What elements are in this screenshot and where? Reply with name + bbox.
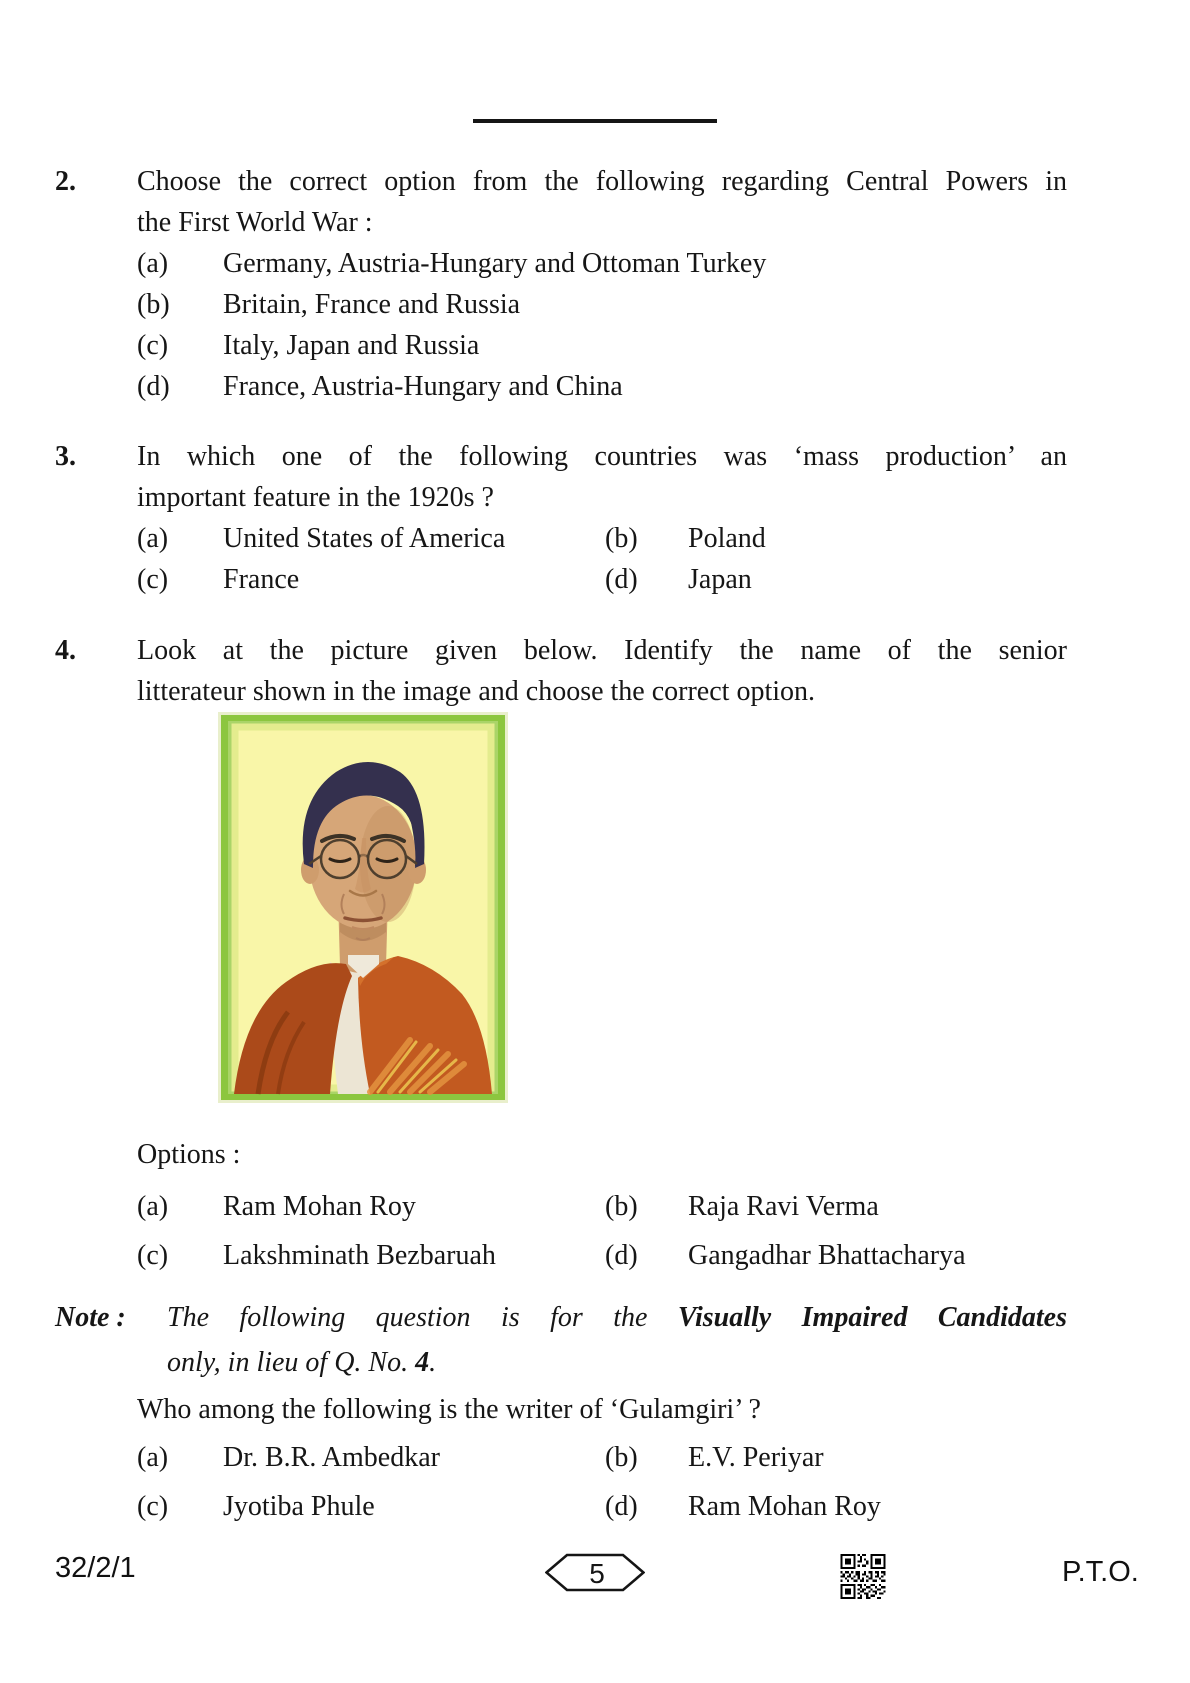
note-text-bold: 4	[415, 1347, 430, 1378]
question-2	[55, 161, 1067, 407]
page-number: 5	[589, 1558, 605, 1589]
question-4-text-line-2: litterateur shown in the image and choose the correct option.	[137, 676, 816, 707]
question-4-text-line-1: Look at the picture given below. Identify the name of the senior	[137, 635, 1067, 666]
option-letter: (d)	[137, 371, 170, 402]
option-letter: (a)	[137, 523, 169, 554]
option-row	[137, 1437, 1067, 1478]
pto-label: P.T.O.	[1062, 1556, 1139, 1588]
option-text: Gangadhar Bhattacharya	[688, 1240, 966, 1271]
question-3	[55, 436, 1067, 600]
option-text: Poland	[688, 523, 766, 554]
option-text: E.V. Periyar	[688, 1442, 824, 1473]
note-text-regular: The following question is for the	[167, 1302, 648, 1333]
option-text: Raja Ravi Verma	[688, 1191, 879, 1222]
option-row	[137, 559, 1067, 600]
option-text: Jyotiba Phule	[223, 1491, 375, 1522]
option-row	[137, 1186, 1067, 1227]
option-text: Ram Mohan Roy	[223, 1191, 416, 1222]
option-row	[137, 243, 1067, 284]
option-letter: (b)	[605, 1191, 638, 1222]
option-letter: (b)	[137, 289, 170, 320]
question-4	[55, 630, 1067, 712]
question-4-options-label: Options :	[137, 1139, 241, 1170]
option-text: France, Austria-Hungary and China	[223, 371, 623, 402]
option-text: France	[223, 564, 300, 595]
option-letter: (d)	[605, 564, 638, 595]
vi-question-options	[137, 1437, 1067, 1527]
note-text-regular: only, in lieu of Q. No.	[167, 1347, 416, 1378]
option-text: United States of America	[223, 523, 506, 554]
option-text: Ram Mohan Roy	[688, 1491, 881, 1522]
question-4-number: 4.	[55, 635, 76, 666]
note-text-line-1	[167, 1295, 1067, 1340]
option-letter: (a)	[137, 1442, 169, 1473]
option-letter: (a)	[137, 1191, 169, 1222]
option-text: Germany, Austria-Hungary and Ottoman Turkey	[223, 248, 767, 279]
option-letter: (c)	[137, 564, 169, 595]
option-text: Lakshminath Bezbaruah	[223, 1240, 496, 1271]
option-row	[137, 518, 1067, 559]
vi-question-text: Who among the following is the writer of ‘Gulamgiri’ ?	[137, 1394, 761, 1425]
option-text: Dr. B.R. Ambedkar	[223, 1442, 440, 1473]
option-text: Japan	[688, 564, 752, 595]
option-row	[137, 1486, 1067, 1527]
question-3-text-line-2: important feature in the 1920s ?	[137, 482, 494, 513]
question-3-text-line-1: In which one of the following countries was ‘mass production’ an	[137, 441, 1067, 472]
option-row	[137, 366, 1067, 407]
option-row	[137, 284, 1067, 325]
note-text-bold: Visually Impaired Candidates	[677, 1302, 1068, 1333]
visually-impaired-note	[55, 1295, 1067, 1385]
question-4-options	[137, 1186, 1067, 1276]
option-letter: (a)	[137, 248, 169, 279]
page-number-badge	[545, 1553, 645, 1592]
question-2-text-line-1: Choose the correct option from the following regarding Central Powers in	[137, 166, 1067, 197]
note-text-line-2	[167, 1340, 1067, 1385]
note-label: Note :	[55, 1302, 126, 1333]
option-row	[137, 325, 1067, 366]
qr-code-icon	[840, 1554, 886, 1599]
option-letter: (c)	[137, 1240, 169, 1271]
note-text-regular: .	[429, 1347, 437, 1378]
option-letter: (d)	[605, 1240, 638, 1271]
option-letter: (b)	[605, 523, 638, 554]
question-2-number: 2.	[55, 166, 76, 197]
litterateur-portrait-image	[218, 712, 508, 1103]
option-text: Britain, France and Russia	[223, 289, 521, 320]
option-letter: (c)	[137, 330, 169, 361]
option-letter: (d)	[605, 1491, 638, 1522]
paper-code: 32/2/1	[55, 1552, 136, 1584]
option-letter: (c)	[137, 1491, 169, 1522]
question-3-number: 3.	[55, 441, 76, 472]
section-divider-line	[473, 119, 717, 123]
option-letter: (b)	[605, 1442, 638, 1473]
option-text: Italy, Japan and Russia	[223, 330, 480, 361]
question-2-text-line-2: the First World War :	[137, 207, 373, 238]
option-row	[137, 1235, 1067, 1276]
